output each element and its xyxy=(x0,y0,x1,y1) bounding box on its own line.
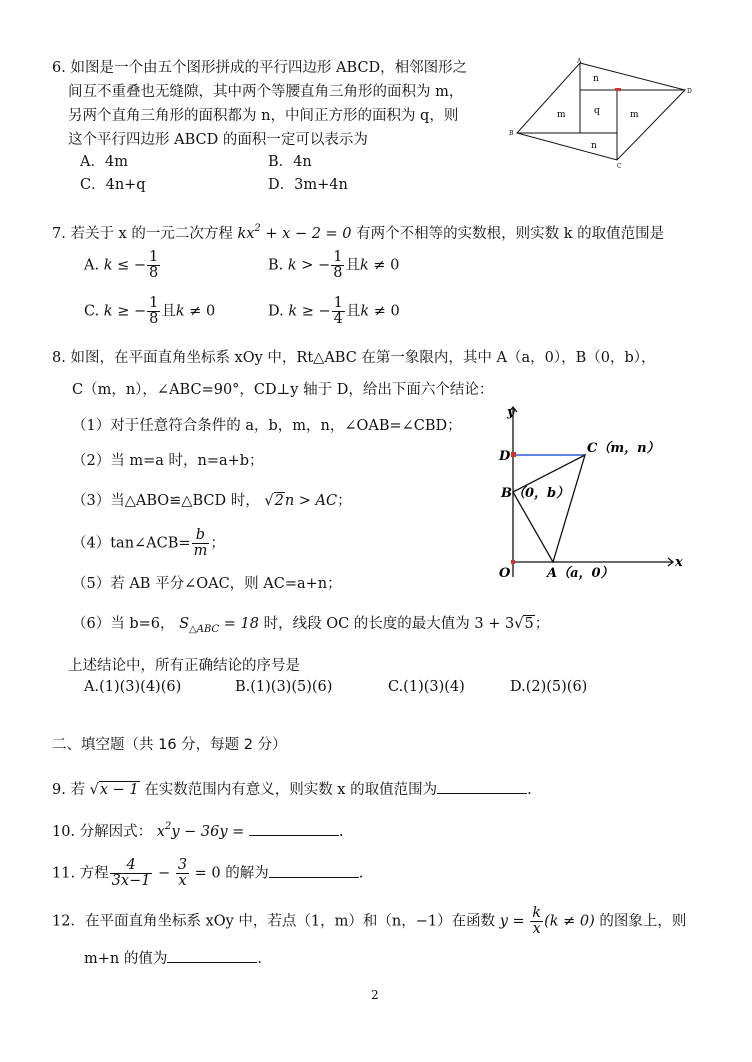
page-number: 2 xyxy=(371,988,379,1002)
fig6-region-q: q xyxy=(594,106,600,116)
parallelogram-figure xyxy=(505,55,695,170)
fig8-label-a: A（a，0） xyxy=(547,566,614,581)
fig8-label-d: D xyxy=(499,449,511,464)
fig6-region-n-top: n xyxy=(593,74,599,84)
q8-line2: C（m，n），∠ABC=90°，CD⊥y 轴于 D，给出下面六个结论： xyxy=(72,382,494,398)
q6-option-b: B．4n xyxy=(268,154,312,170)
q7-option-b: B. k > − $\frac{1}{8}$ 且k ≠ 0 xyxy=(268,249,400,282)
q10-answer-blank[interactable] xyxy=(249,823,339,836)
fig8-axis-y: y xyxy=(507,405,515,420)
q12-answer-blank[interactable] xyxy=(167,950,257,963)
q8-conclusion-5: （5）若 AB 平分∠OAC，则 AC=a+n； xyxy=(72,576,342,592)
q8-conclusion-2: （2）当 m=a 时，n=a+b； xyxy=(72,453,264,469)
q7-stem xyxy=(52,222,664,243)
q9-answer-blank[interactable] xyxy=(437,781,527,794)
q7-stem-post: 有两个不相等的实数根，则实数 k 的取值范围是 xyxy=(356,226,665,242)
q8-conclusion-6: （6）当 b=6， $S_{\triangle ABC} = 18$ 时，线段 OC 的长度的最大值为 3 + 3√5； xyxy=(72,616,550,635)
q7-option-a: A. k ≤ − $\frac{1}{8}$ xyxy=(84,249,159,282)
q8-summary: 上述结论中，所有正确结论的序号是 xyxy=(68,658,300,674)
q8-option-c: C.(1)(3)(4) xyxy=(388,679,465,695)
q8-conclusion-4: （4）tan∠ACB= $\frac{b}{m}$ ； xyxy=(72,527,225,560)
fig8-label-c: C（m，n） xyxy=(587,441,660,456)
fig6-region-m-left: m xyxy=(557,110,566,120)
q9: 9. 若 √x − 1 在实数范围内有意义，则实数 x 的取值范围为 . xyxy=(52,782,532,798)
q8-line1: 8. 如图，在平面直角坐标系 xOy 中，Rt△ABC 在第一象限内，其中 A（a，0），B（0，b）， xyxy=(52,350,656,366)
q10: 10. 分解因式： $x^2y - 36y$ = . xyxy=(52,821,344,840)
q6-line3: 另两个直角三角形的面积都为 n，中间正方形的面积为 q，则 xyxy=(68,108,459,124)
q8-conclusion-1: （1）对于任意符合条件的 a，b，m，n，∠OAB=∠CBD； xyxy=(72,418,462,434)
q7-option-d: D. k ≥ − $\frac{1}{4}$ 且k ≠ 0 xyxy=(268,295,400,328)
q12-line1: 12．在平面直角坐标系 xOy 中，若点（1，m）和（n，−1）在函数 y = $\frac{k}{x}$ (k ≠ 0) 的图象上，则 xyxy=(52,905,687,938)
fig8-label-b: B（0，b） xyxy=(501,486,570,501)
q8-option-d: D.(2)(5)(6) xyxy=(510,679,588,695)
section-title-fill-in: 二、填空题（共 16 分，每题 2 分） xyxy=(52,737,287,753)
q6-option-d: D．3m+4n xyxy=(268,177,348,193)
q8-option-b: B.(1)(3)(5)(6) xyxy=(235,679,333,695)
fig8-axis-x: x xyxy=(675,555,683,570)
fig6-label-d: D xyxy=(687,88,692,95)
fig6-label-a: A xyxy=(577,58,582,65)
q8-option-a: A.(1)(3)(4)(6) xyxy=(84,679,182,695)
q6-line1: 6. 如图是一个由五个图形拼成的平行四边形 ABCD，相邻图形之 xyxy=(52,60,468,76)
fig6-label-b: B xyxy=(509,130,514,137)
fig8-label-o: O xyxy=(499,566,511,581)
fig6-region-m-right: m xyxy=(630,110,639,120)
q12-line2: m+n 的值为 . xyxy=(84,951,262,967)
q7-option-c: C. k ≥ − $\frac{1}{8}$ 且k ≠ 0 xyxy=(84,295,216,328)
q6-option-c: C．4n+q xyxy=(80,177,146,193)
q11-answer-blank[interactable] xyxy=(269,865,359,878)
q11: 11. 方程 $\frac{4}{3x-1}$ − $\frac{3}{x}$ = 0 的解为 . xyxy=(52,857,364,890)
fig6-region-n-bottom: n xyxy=(591,141,597,151)
q6-line4: 这个平行四边形 ABCD 的面积一定可以表示为 xyxy=(68,132,368,148)
q6-option-a: A．4m xyxy=(80,154,128,170)
q7-stem-pre: 7. 若关于 x 的一元二次方程 xyxy=(52,226,233,242)
q6-line2: 间互不重叠也无缝隙，其中两个等腰直角三角形的面积为 m， xyxy=(68,84,464,100)
fig6-label-c: C xyxy=(617,163,622,170)
q7-equation: $kx^2 + x - 2 = 0$ xyxy=(237,223,352,242)
q8-conclusion-3: （3）当△ABO≌△BCD 时， √2n > AC； xyxy=(72,493,352,509)
coordinate-figure xyxy=(495,402,690,587)
